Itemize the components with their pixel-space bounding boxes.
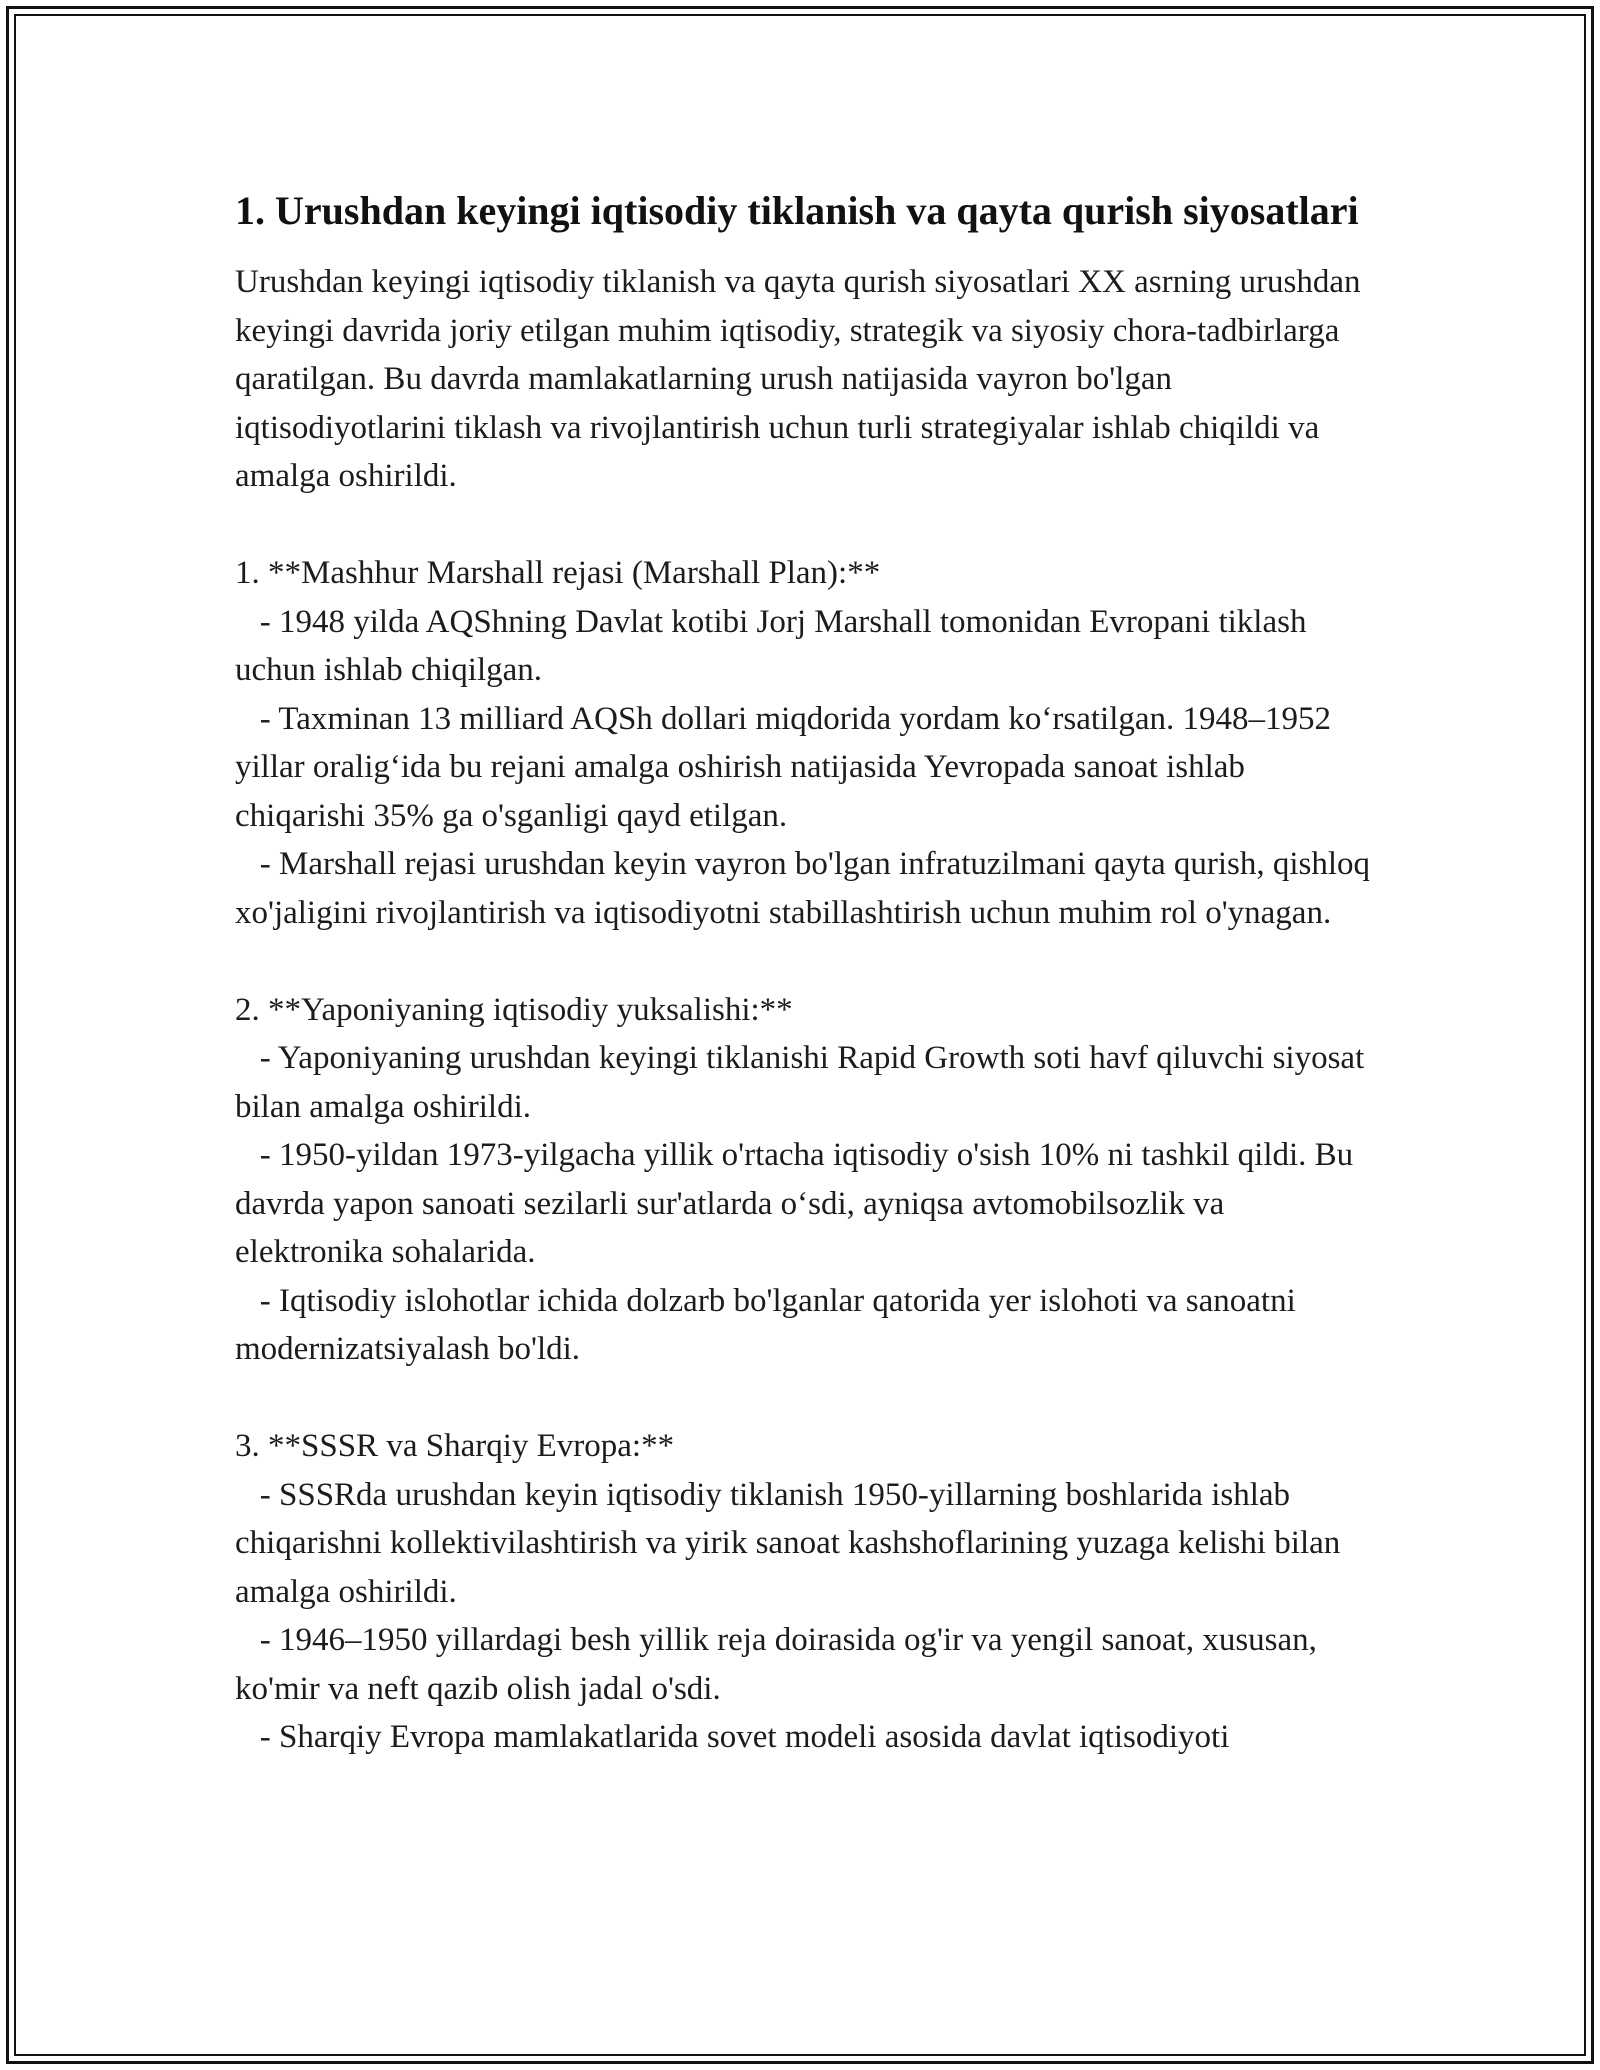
spacer (235, 501, 1375, 550)
list-item: - Taxminan 13 milliard AQSh dollari miqdorida yordam koʻrsatilgan. 1948–1952 yillar oraligʻida bu rejani amalga oshirish natijasida Yevropada sanoat ishlab chiqarishi 35% ga o'sganligi qayd etilgan. (235, 700, 1340, 834)
list-item: - Iqtisodiy islohotlar ichida dolzarb bo'lganlar qatorida yer islohoti va sanoatni modernizatsiyalash bo'ldi. (235, 1282, 1305, 1367)
document-body (235, 183, 1379, 1762)
list-item: - 1948 yilda AQShning Davlat kotibi Jorj Marshall tomonidan Evropani tiklash uchun ishlab chiqilgan. (235, 603, 1315, 688)
document-title: 1. Urushdan keyingi iqtisodiy tiklanish va qayta qurish siyosatlari (235, 188, 1359, 233)
list-item: - Yaponiyaning urushdan keyingi tiklanishi Rapid Growth soti havf qiluvchi siyosat bilan amalga oshirildi. (235, 1040, 1373, 1125)
list-item: - SSSRda urushdan keyin iqtisodiy tiklanish 1950-yillarning boshlarida ishlab chiqarishni kollektivilashtirish va yirik sanoat kashshoflarining yuzaga kelishi bilan amalga oshirildi. (235, 1476, 1349, 1610)
list-item: - Marshall rejasi urushdan keyin vayron bo'lgan infratuzilmani qayta qurish, qishloq xo'jaligini rivojlantirish va iqtisodiyotni stabillashtirish uchun muhim rol o'ynagan. (235, 846, 1379, 931)
section-heading-marshall-plan: 1. **Mashhur Marshall rejasi (Marshall Plan):** (235, 555, 881, 591)
intro-paragraph: Urushdan keyingi iqtisodiy tiklanish va qayta qurish siyosatlari XX asrning urushdan keyingi davrida joriy etilgan muhim iqtisodiy, strategik va siyosiy chora-tadbirlarga qaratilgan. Bu davrda mamlakatlarning urush natijasida vayron bo'lgan iqtisodiyotlarini tiklash va rivojlantirish uchun turli strategiyalar ishlab chiqildi va amalga oshirildi. (235, 264, 1369, 494)
list-item: - 1950-yildan 1973-yilgacha yillik o'rtacha iqtisodiy o'sish 10% ni tashkil qildi. Bu davrda yapon sanoati sezilarli sur'atlarda oʻsdi, ayniqsa avtomobilsozlik va elektronika sohalarida. (235, 1137, 1362, 1270)
spacer (235, 1374, 1375, 1423)
list-item: - Sharqiy Evropa mamlakatlarida sovet modeli asosida davlat iqtisodiyoti (235, 1719, 1230, 1755)
section-heading-japan: 2. **Yaponiyaning iqtisodiy yuksalishi:** (235, 991, 793, 1028)
list-item: - 1946–1950 yillardagi besh yillik reja doirasida og'ir va yengil sanoat, xususan, ko'mir va neft qazib olish jadal o'sdi. (235, 1622, 1326, 1707)
section-heading-ussr: 3. **SSSR va Sharqiy Evropa:** (235, 1428, 675, 1464)
spacer (235, 937, 1375, 986)
